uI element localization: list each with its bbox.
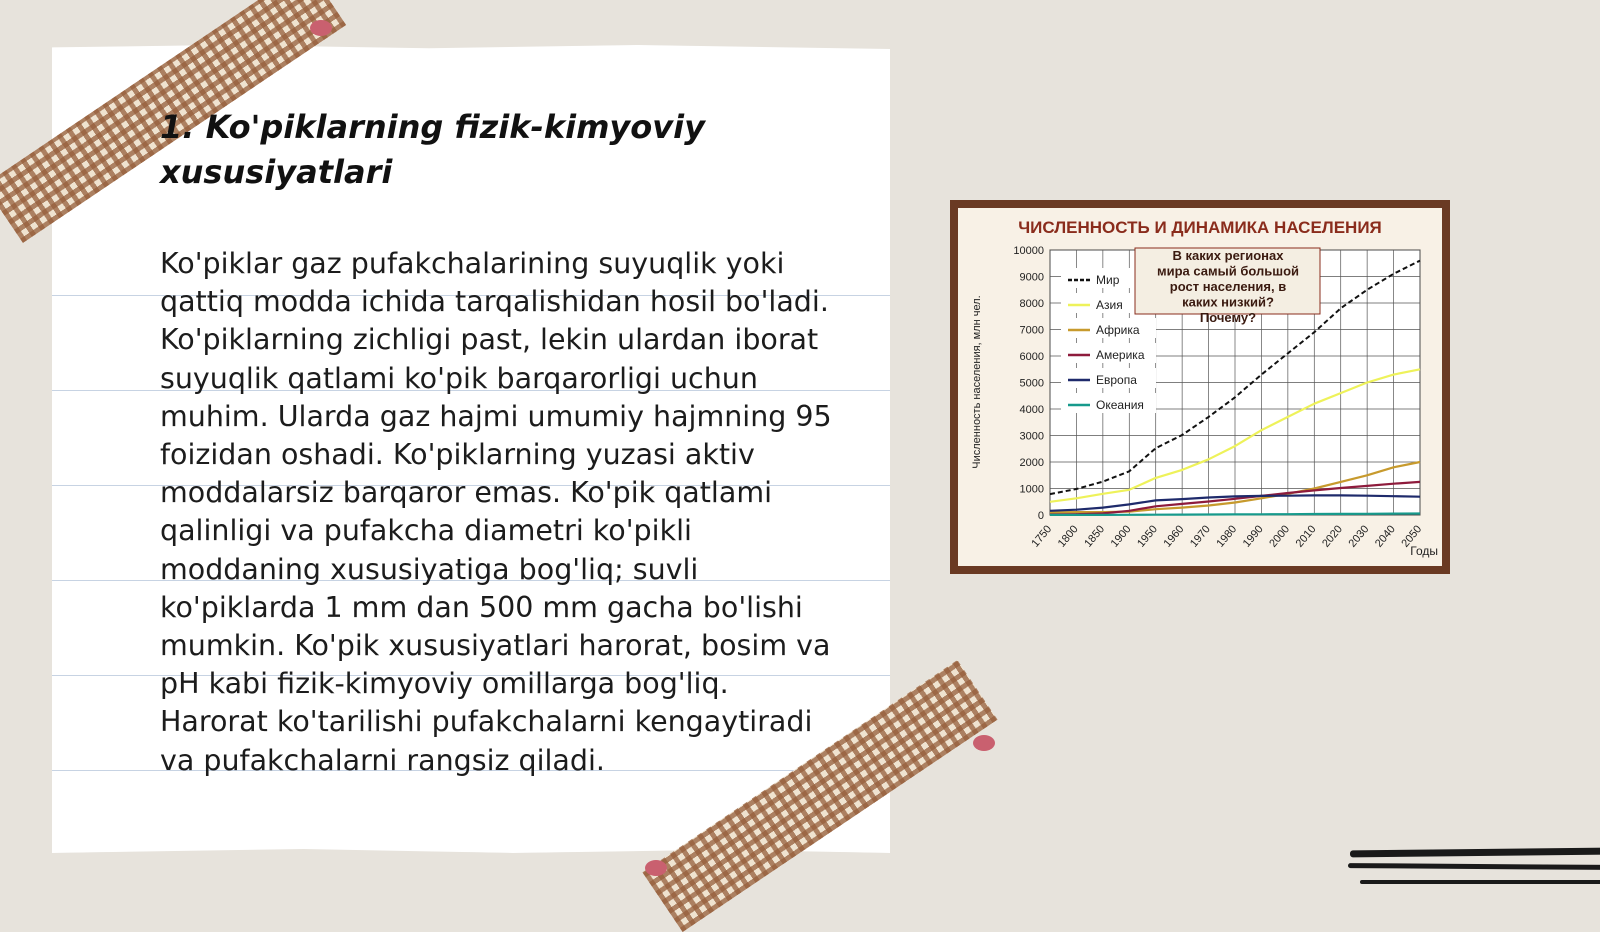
x-tick-label: 2040 (1372, 523, 1398, 550)
annotation-line: Почему? (1199, 310, 1257, 325)
x-tick-label: 1970 (1187, 523, 1213, 550)
y-tick-label: 4000 (1019, 404, 1044, 416)
tape-tip (645, 860, 669, 878)
legend-label: Африка (1096, 323, 1140, 337)
legend-label: Европа (1096, 373, 1137, 387)
x-tick-label: 2050 (1399, 523, 1425, 550)
y-tick-label: 1000 (1019, 483, 1044, 496)
x-tick-label: 2010 (1293, 523, 1319, 550)
annotation-line: В каких регионах (1172, 248, 1284, 263)
slide-body-text: Ko'piklar gaz pufakchalarining suyuqlik yoki qattiq modda ichida tarqalishidan hosil bo'ladi. Ko'piklarning zichligi past, lekin ulardan iborat suyuqlik qatlami ko'pik barqarorligi uchun muhim. Ularda gaz hajmi umumiy hajmning 95 foizidan oshadi. Ko'piklarning yuzasi aktiv moddalarsiz barqaror emas. Ko'pik qatlami qalinligi va pufakcha diametri ko'pikli moddaning xususiyatiga bog'liq; suvli ko'piklarda 1 mm dan 500 mm gacha bo'lishi mumkin. Ko'pik xususiyatlari harorat, bosim va pH kabi fizik-kimyoviy omillarga bog'liq. Harorat ko'tarilishi pufakchalarni kengaytiradi va pufakchalarni rangsiz qiladi. (160, 247, 832, 777)
annotation-line: мира самый большой (1157, 263, 1299, 279)
chart-canvas (958, 208, 1442, 566)
legend-label: Мир (1096, 273, 1120, 287)
y-tick-label: 3000 (1019, 430, 1044, 443)
y-tick-label: 5000 (1019, 377, 1044, 390)
y-tick-label: 8000 (1019, 298, 1044, 310)
x-tick-label: 1850 (1082, 523, 1108, 550)
tape-tip (973, 735, 997, 753)
y-tick-label: 2000 (1019, 457, 1044, 469)
y-tick-label: 7000 (1019, 324, 1044, 337)
brush-stroke (1350, 848, 1600, 858)
tape-tip (310, 20, 334, 38)
chart-annotation (1135, 248, 1320, 325)
y-tick-label: 9000 (1019, 271, 1044, 284)
brush-stroke (1348, 863, 1600, 870)
x-tick-label: 2030 (1346, 523, 1372, 550)
x-tick-label: 1960 (1161, 523, 1187, 550)
x-tick-label: 1950 (1135, 523, 1161, 550)
x-tick-label: 1800 (1055, 523, 1081, 550)
legend-label: Океания (1096, 398, 1144, 412)
chart-x-label: Годы (1410, 544, 1438, 558)
chart-y-label: Численность населения, млн чел. (971, 295, 983, 469)
y-tick-label: 0 (1037, 510, 1044, 522)
population-chart (950, 200, 1450, 574)
brush-stroke (1360, 880, 1600, 884)
chart-title: ЧИСЛЕННОСТЬ И ДИНАМИКА НАСЕЛЕНИЯ (1018, 218, 1382, 237)
x-tick-label: 1750 (1029, 523, 1055, 550)
chart-svg (958, 208, 1442, 566)
y-tick-label: 10000 (1013, 245, 1044, 257)
annotation-line: каких низкий? (1182, 294, 1274, 310)
x-tick-label: 2020 (1320, 523, 1346, 550)
legend-label: Америка (1096, 348, 1145, 362)
y-tick-label: 6000 (1019, 351, 1044, 363)
legend-label: Азия (1096, 298, 1123, 312)
x-tick-label: 2000 (1267, 523, 1293, 550)
x-tick-label: 1900 (1108, 523, 1134, 550)
annotation-line: рост населения, в (1169, 279, 1287, 294)
x-tick-label: 1990 (1240, 523, 1266, 550)
x-tick-label: 1980 (1214, 523, 1240, 550)
slide-title: 1. Ko'piklarning fizik-kimyoviy xususiyatlari (160, 108, 705, 191)
